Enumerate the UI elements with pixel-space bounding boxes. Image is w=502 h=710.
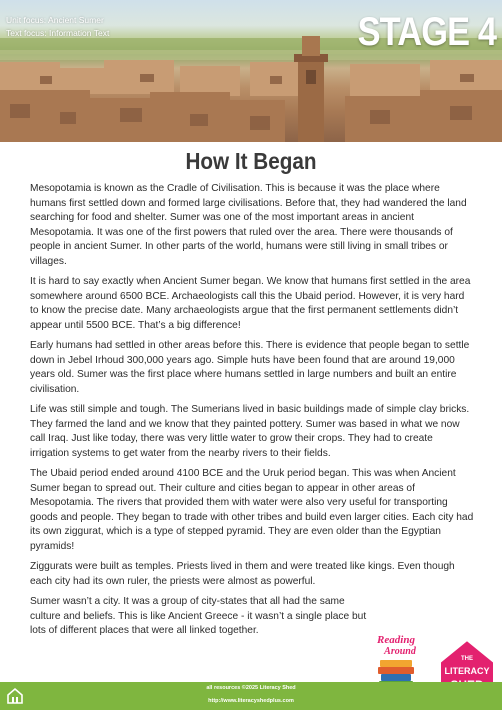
logo-reading-word: Reading bbox=[377, 634, 415, 646]
footer-copyright: all resources ©2025 Literacy Shed bbox=[206, 685, 296, 691]
logo-the-word: THE bbox=[461, 656, 473, 662]
footer-link[interactable]: http://www.literacyshedplus.com bbox=[208, 698, 294, 704]
article-body bbox=[30, 182, 474, 645]
unit-focus-label: Unit focus: Ancient Sumer bbox=[6, 15, 104, 25]
logo-around-word: Around bbox=[384, 646, 416, 657]
paragraph: Sumer wasn’t a city. It was a group of city-states that all had the same culture and beliefs. This is like Ancient Greece - it wasn’t a single place but lots of different places that were all linked together. bbox=[30, 596, 367, 636]
header-photo bbox=[0, 0, 502, 142]
paragraph: It is hard to say exactly when Ancient Sumer began. We know that humans first settled in the area somewhere around 6500 BCE. Archaeologists call this the Ubaid period. However, it is very hard to know the precise date. Many archaeologists argue that the first permanent settlements didn’t appear until 5500 BCE. That’s a big difference! bbox=[30, 276, 471, 331]
paragraph: Ziggurats were built as temples. Priests lived in them and were treated like kings. Even though each city had its own ruler, the priests were almost as powerful. bbox=[30, 561, 455, 587]
paragraph: Mesopotamia is known as the Cradle of Civilisation. This is because it was the place where humans first settled down and formed large civilisations. Before that, they had wandered the land searching for food and shelter. Sumer was one of the most important areas in ancient Mesopotamia. It was one of the first powers that ruled over the area. There were thousands of people in ancient Sumer. In other parts of the world, humans were still living in small tribes or villages. bbox=[30, 183, 467, 267]
paragraph: The Ubaid period ended around 4100 BCE and the Uruk period began. This was when Ancient Sumer began to spread out. Their culture and cities began to appear in other areas of Mesopotamia. The rivers that provided them with water were also very useful for transporting goods and people. They began to trade with other tribes and build even larger cities. Each city had its own ziggurat, which is a type of stepped pyramid. They are even older than the Egyptian pyramids! bbox=[30, 468, 474, 552]
paragraph: Early humans had settled in other areas before this. There is evidence that people began to settle down in Jebel Irhoud 300,000 years ago. Simple huts have been found that are around 19,000 years old. Sumer was the first place where humans settled in large numbers and built an entire civilisation. bbox=[30, 340, 470, 395]
footer-bar bbox=[0, 682, 502, 710]
logo-literacy-word: LITERACY bbox=[444, 666, 490, 676]
text-focus-label: Text focus: Information Text bbox=[6, 28, 110, 38]
stage-title: STAGE 4 bbox=[357, 10, 496, 54]
paragraph: Life was still simple and tough. The Sumerians lived in basic buildings made of simple clay bricks. They farmed the land and we know that they painted pottery. Sumer was based in what we now call Iraq. Just like today, there was very little water to grow their crops. They had to create irrigation systems to get water from the nearby rivers to their fields. bbox=[30, 404, 470, 459]
article-title: How It Began bbox=[185, 148, 317, 174]
